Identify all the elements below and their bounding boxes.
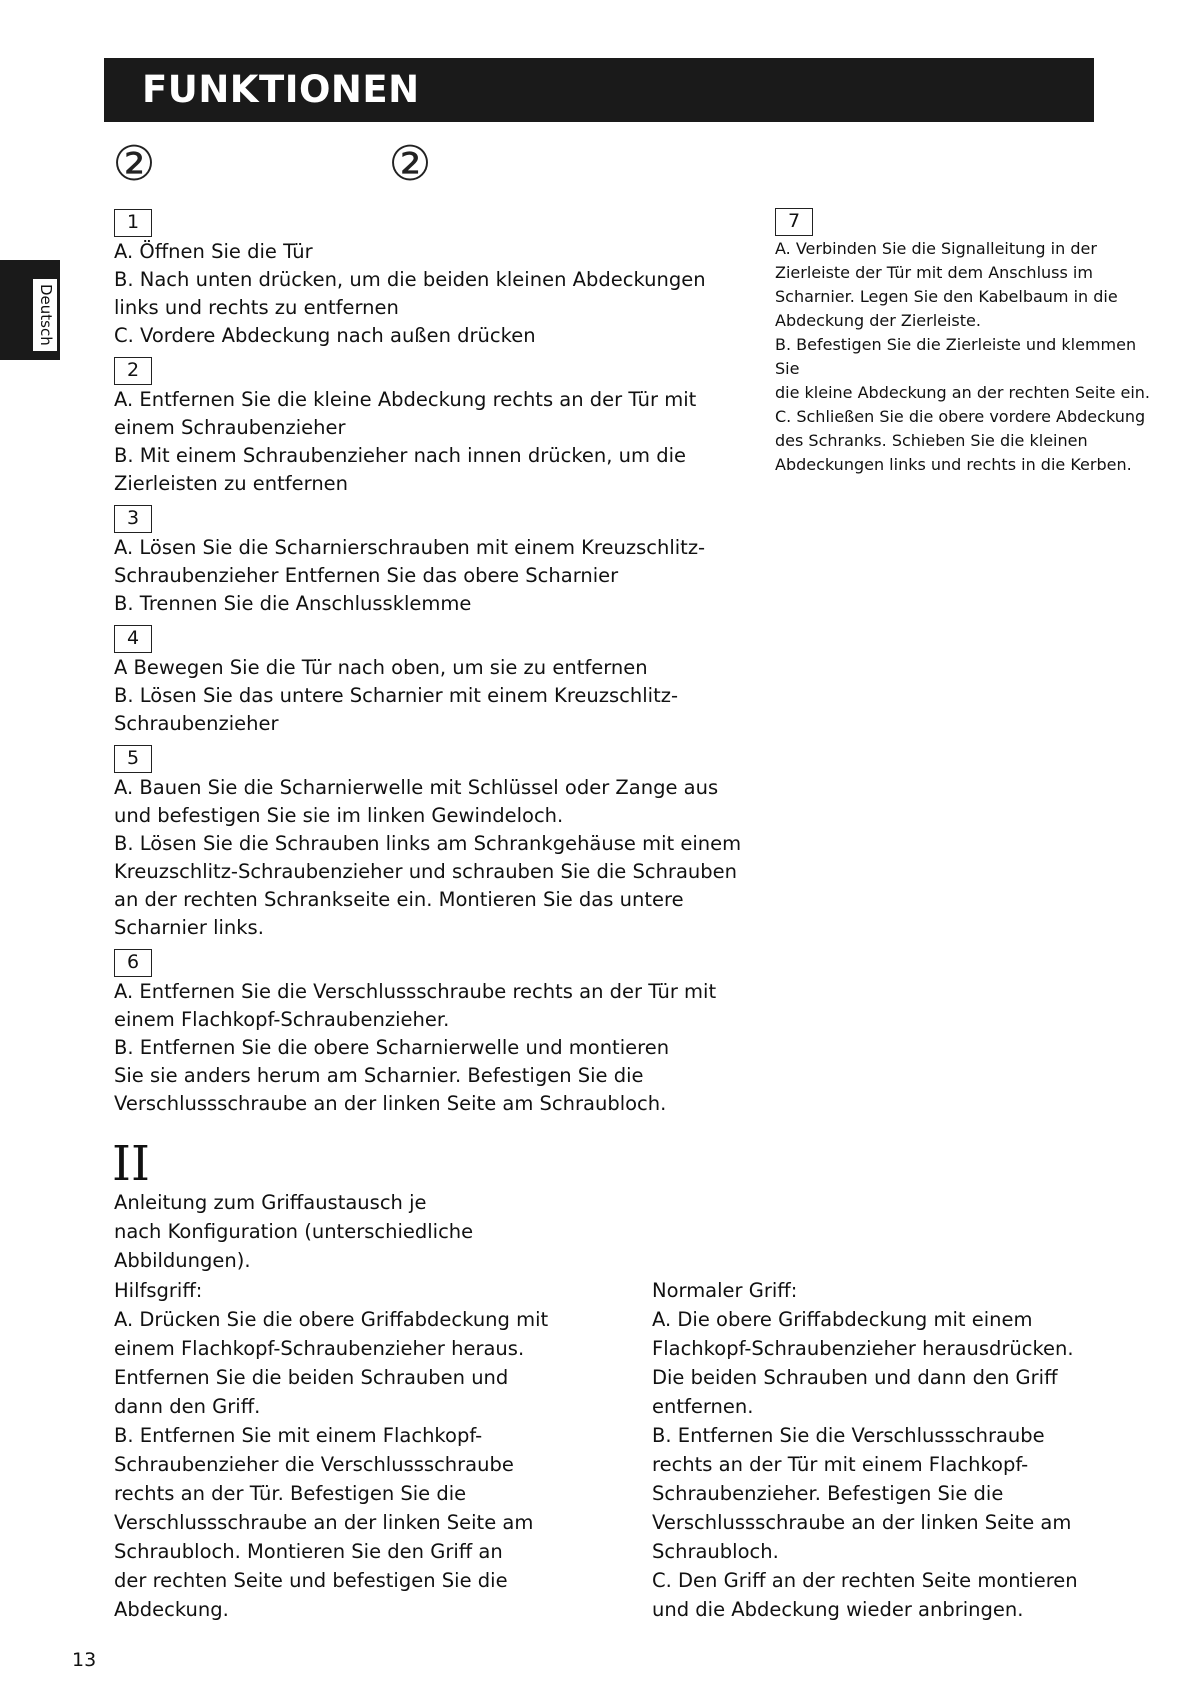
step-line: B. Trennen Sie die Anschlussklemme bbox=[114, 592, 472, 615]
step-line: A. Entfernen Sie die kleine Abdeckung rechts an der Tür mit einem Schraubenzieher bbox=[114, 388, 697, 439]
step-line: B. Lösen Sie das untere Scharnier mit einem Kreuzschlitz- Schraubenzieher bbox=[114, 684, 679, 735]
step-number-box: 5 bbox=[114, 745, 152, 773]
step-line: A. Lösen Sie die Scharnierschrauben mit einem Kreuzschlitz- Schraubenzieher Entfernen Sie das obere Scharnier bbox=[114, 536, 706, 587]
step-number-box: 6 bbox=[114, 949, 152, 977]
page-title: FUNKTIONEN bbox=[142, 68, 420, 111]
language-tab-label: Deutsch bbox=[32, 278, 58, 352]
step-6 bbox=[114, 948, 754, 1118]
step-number-box: 2 bbox=[114, 357, 152, 385]
step-line: B. Nach unten drücken, um die beiden kleinen Abdeckungen links und rechts zu entfernen bbox=[114, 268, 706, 319]
step-4 bbox=[114, 624, 754, 738]
step-2 bbox=[114, 356, 754, 498]
step-line: A. Verbinden Sie die Signalleitung in der Zierleiste der Tür mit dem Anschluss im Scharnier. Legen Sie den Kabelbaum in die Abdeckung der Zierleiste. bbox=[775, 239, 1118, 330]
step-number-box: 4 bbox=[114, 625, 152, 653]
step-line: B. Lösen Sie die Schrauben links am Schrankgehäuse mit einem Kreuzschlitz-Schraubenzieher und schrauben Sie die Schrauben an der rechten Schrankseite ein. Montieren Sie das untere Scharnier links. bbox=[114, 832, 742, 939]
step-number-box: 1 bbox=[114, 209, 152, 237]
normaler-griff-instructions bbox=[652, 1276, 1172, 1624]
hilfsgriff-title: Hilfsgriff: bbox=[114, 1279, 203, 1302]
step-line: B. Mit einem Schraubenzieher nach innen drücken, um die Zierleisten zu entfernen bbox=[114, 444, 687, 495]
step-5 bbox=[114, 744, 754, 942]
step-line: C. Schließen Sie die obere vordere Abdeckung des Schranks. Schieben Sie die kleinen Abdeckungen links und rechts in die Kerben. bbox=[775, 407, 1146, 474]
step-line: A Bewegen Sie die Tür nach oben, um sie zu entfernen bbox=[114, 656, 648, 679]
instruction-line: A. Drücken Sie die obere Griffabdeckung mit einem Flachkopf-Schraubenzieher heraus. Entfernen Sie die beiden Schrauben und dann den Griff. bbox=[114, 1308, 549, 1418]
section-header bbox=[104, 58, 1094, 122]
normaler-griff-title: Normaler Griff: bbox=[652, 1279, 798, 1302]
step-3 bbox=[114, 504, 754, 618]
step-1 bbox=[114, 208, 754, 350]
instruction-line: A. Die obere Griffabdeckung mit einem Flachkopf-Schraubenzieher herausdrücken. Die beiden Schrauben und dann den Griff entfernen. bbox=[652, 1308, 1074, 1418]
section-intro: Anleitung zum Griffaustausch je nach Konfiguration (unterschiedliche Abbildungen). bbox=[114, 1191, 474, 1272]
section-numeral: II bbox=[112, 1136, 150, 1192]
instruction-line: B. Entfernen Sie mit einem Flachkopf- Schraubenzieher die Verschlussschraube rechts an der Tür. Befestigen Sie die Verschlussschraube an der linken Seite am Schraubloch. Montieren Sie den Griff an der rechten Seite und befestigen Sie die Abdeckung. bbox=[114, 1424, 534, 1621]
step-line: A. Bauen Sie die Scharnierwelle mit Schlüssel oder Zange aus und befestigen Sie sie im linken Gewindeloch. bbox=[114, 776, 719, 827]
step-7 bbox=[775, 208, 1160, 477]
hilfsgriff-instructions bbox=[114, 1276, 634, 1624]
steps-column-left bbox=[114, 208, 754, 1124]
instruction-line: C. Den Griff an der rechten Seite montieren und die Abdeckung wieder anbringen. bbox=[652, 1569, 1078, 1621]
step-line: A. Entfernen Sie die Verschlussschraube rechts an der Tür mit einem Flachkopf-Schraubenzieher. bbox=[114, 980, 717, 1031]
figure-marker: ② bbox=[388, 136, 432, 192]
page-number: 13 bbox=[72, 1649, 97, 1671]
step-line: A. Öffnen Sie die Tür bbox=[114, 240, 313, 263]
step-line: B. Entfernen Sie die obere Scharnierwelle und montieren Sie sie anders herum am Scharnier. Befestigen Sie die Verschlussschraube an der linken Seite am Schraubloch. bbox=[114, 1036, 670, 1115]
step-number-box: 7 bbox=[775, 208, 813, 236]
step-number-box: 3 bbox=[114, 505, 152, 533]
step-line: C. Vordere Abdeckung nach außen drücken bbox=[114, 324, 536, 347]
figure-marker: ② bbox=[112, 136, 156, 192]
instruction-line: B. Entfernen Sie die Verschlussschraube rechts an der Tür mit einem Flachkopf- Schraubenzieher. Befestigen Sie die Verschlussschraube an der linken Seite am Schraubloch. bbox=[652, 1424, 1072, 1563]
step-line: B. Befestigen Sie die Zierleiste und klemmen Sie die kleine Abdeckung an der rechten Seite ein. bbox=[775, 335, 1151, 402]
steps-column-right bbox=[775, 208, 1160, 483]
